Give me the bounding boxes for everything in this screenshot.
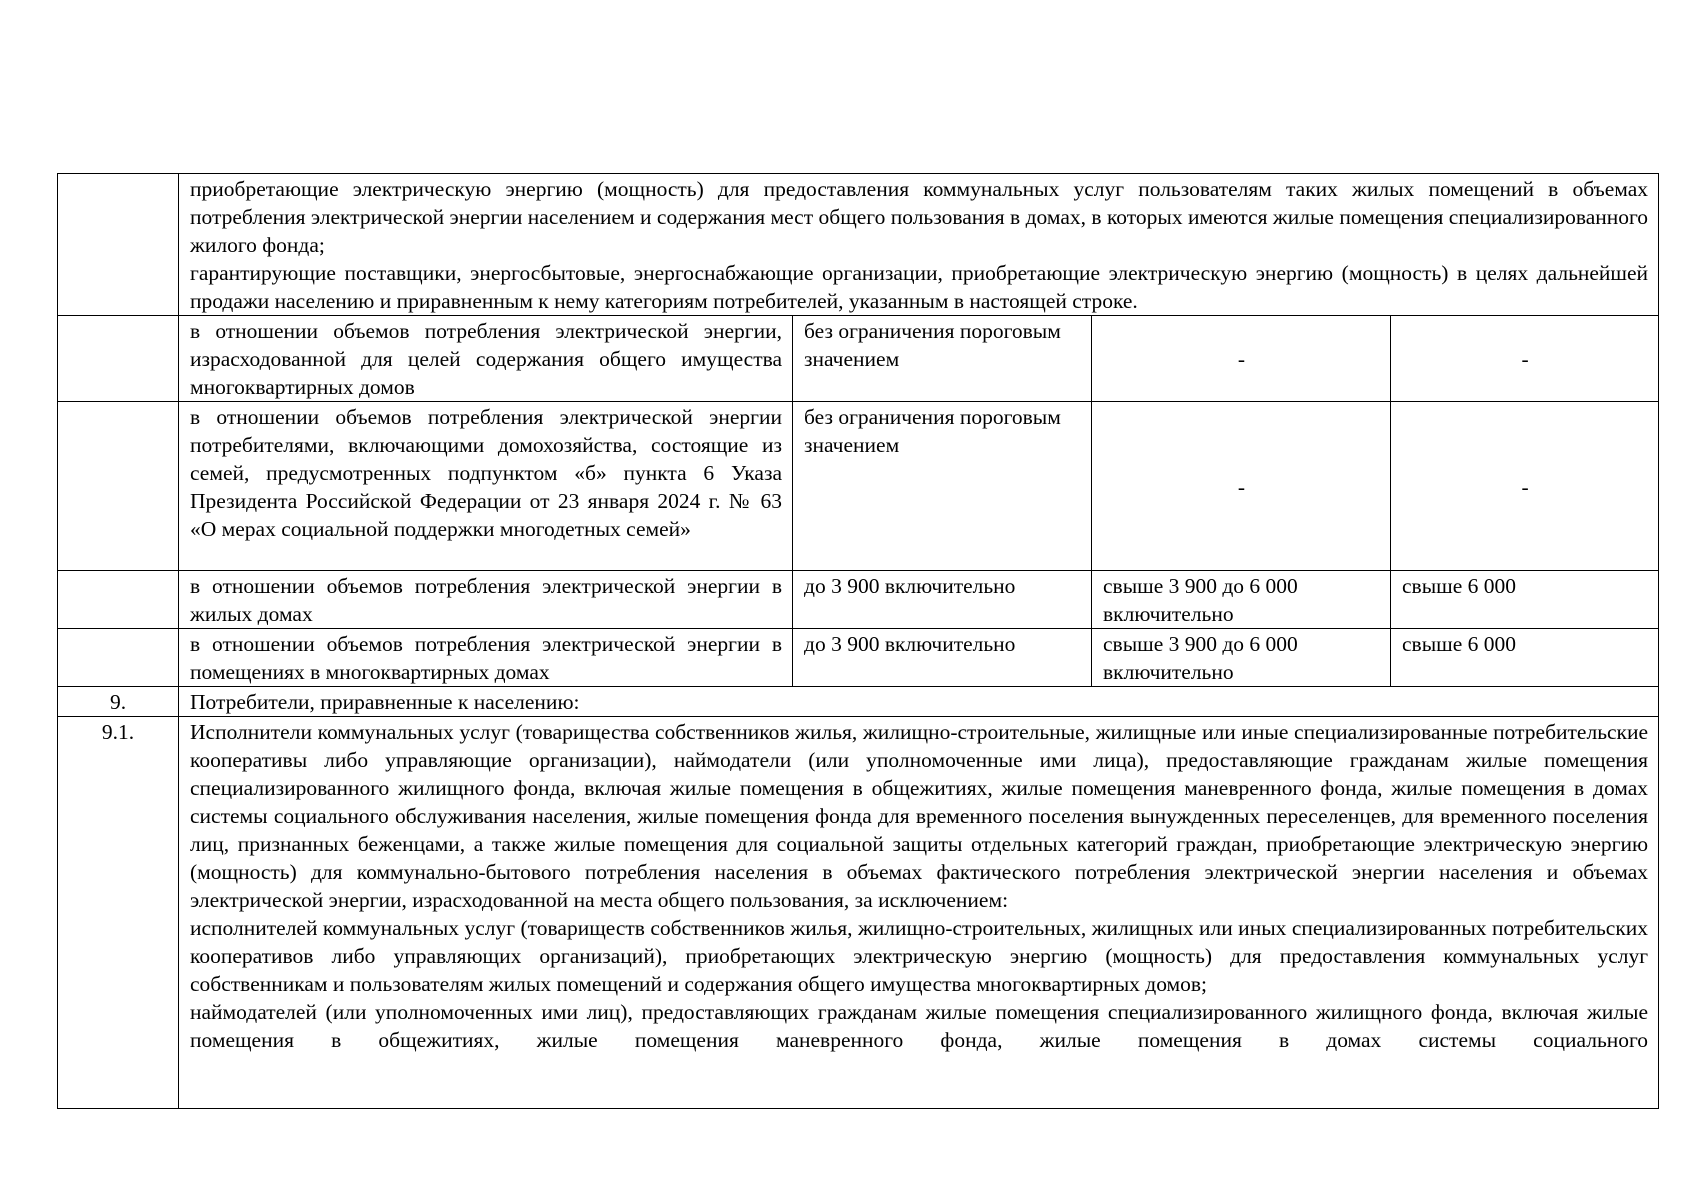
range1-cell: без ограничения пороговым значением xyxy=(793,316,1092,402)
continuation-paragraph-2: гарантирующие поставщики, энергосбытовые, энергоснабжающие организации, приобретающие электрическую энергию (мощность) в целях дальнейшей продажи населению и приравненным к нему категориям потребителей, указанным в настоящей строке. xyxy=(190,261,1649,313)
range2-cell: - xyxy=(1092,316,1391,402)
range2-cell: - xyxy=(1092,402,1391,571)
range3-cell: - xyxy=(1391,402,1659,571)
continuation-text-cell xyxy=(179,174,1659,316)
section-text-cell xyxy=(179,717,1659,1109)
range1-cell: без ограничения пороговым значением xyxy=(793,402,1092,571)
row-number-cell xyxy=(58,402,179,571)
row-number-cell xyxy=(58,174,179,316)
section-paragraph-2: исполнителей коммунальных услуг (товариществ собственников жилья, жилищно-строительных, жилищных или иных специализированных потребительских кооперативов либо управляющих организаций), приобретающих электрическую энергию (мощность) для предоставления коммунальных услуг собственникам и пользователям жилых помещений и содержания общего имущества многоквартирных домов; xyxy=(190,916,1649,996)
table-row-9-1 xyxy=(58,717,1659,1109)
range3-cell: свыше 6 000 xyxy=(1391,571,1659,629)
condition-cell: в отношении объемов потребления электрической энергии потребителями, включающими домохозяйства, состоящие из семей, предусмотренных подпунктом «б» пункта 6 Указа Президента Российской Федерации от 23 января 2024 г. № 63 «О мерах социальной поддержки многодетных семей» xyxy=(179,402,793,571)
section-paragraph-1: Исполнители коммунальных услуг (товарищества собственников жилья, жилищно-строительные, жилищные или иные специализированные потребительские кооперативы либо управляющие организации), наймодатели (или уполномоченные ими лица), предоставляющие гражданам жилые помещения специализированного жилищного фонда, включая жилые помещения в общежитиях, жилые помещения маневренного фонда, жилые помещения в домах системы социального обслуживания населения, жилые помещения фонда для временного поселения вынужденных переселенцев, для временного поселения лиц, признанных беженцами, а также жилые помещения для социальной защиты отдельных категорий граждан, приобретающие электрическую энергию (мощность) для коммунально-бытового потребления населения в объемах фактического потребления электрической энергии населения и объемах электрической энергии, израсходованной на места общего пользования, за исключением: xyxy=(190,720,1649,912)
section-heading-cell: Потребители, приравненные к населению: xyxy=(179,687,1659,717)
range3-cell: свыше 6 000 xyxy=(1391,629,1659,687)
table-row-continuation xyxy=(58,174,1659,316)
table-row-common-property xyxy=(58,316,1659,402)
table-row-large-families xyxy=(58,402,1659,571)
table-row-9 xyxy=(58,687,1659,717)
continuation-paragraph-1: приобретающие электрическую энергию (мощность) для предоставления коммунальных услуг пользователям таких жилых помещений в объемах потребления электрической энергии населением и содержания мест общего пользования в домах, в которых имеются жилые помещения специализированного жилого фонда; xyxy=(190,177,1649,257)
condition-cell: в отношении объемов потребления электрической энергии, израсходованной для целей содержания общего имущества многоквартирных домов xyxy=(179,316,793,402)
condition-cell: в отношении объемов потребления электрической энергии в жилых домах xyxy=(179,571,793,629)
row-number-cell: 9. xyxy=(58,687,179,717)
row-number-cell: 9.1. xyxy=(58,717,179,1109)
condition-cell: в отношении объемов потребления электрической энергии в помещениях в многоквартирных домах xyxy=(179,629,793,687)
range1-cell: до 3 900 включительно xyxy=(793,629,1092,687)
row-number-cell xyxy=(58,571,179,629)
row-number-cell xyxy=(58,629,179,687)
range1-cell: до 3 900 включительно xyxy=(793,571,1092,629)
range2-cell: свыше 3 900 до 6 000 включительно xyxy=(1092,629,1391,687)
row-number-cell xyxy=(58,316,179,402)
table-row-apartments xyxy=(58,629,1659,687)
range3-cell: - xyxy=(1391,316,1659,402)
range2-cell: свыше 3 900 до 6 000 включительно xyxy=(1092,571,1391,629)
section-paragraph-3: наймодателей (или уполномоченных ими лиц), предоставляющих гражданам жилые помещения специализированного жилищного фонда, включая жилые помещения в общежитиях, жилые помещения маневренного фонда, жилые помещения в домах системы социального xyxy=(190,1000,1649,1052)
tariff-table xyxy=(57,173,1659,1109)
table-row-houses xyxy=(58,571,1659,629)
